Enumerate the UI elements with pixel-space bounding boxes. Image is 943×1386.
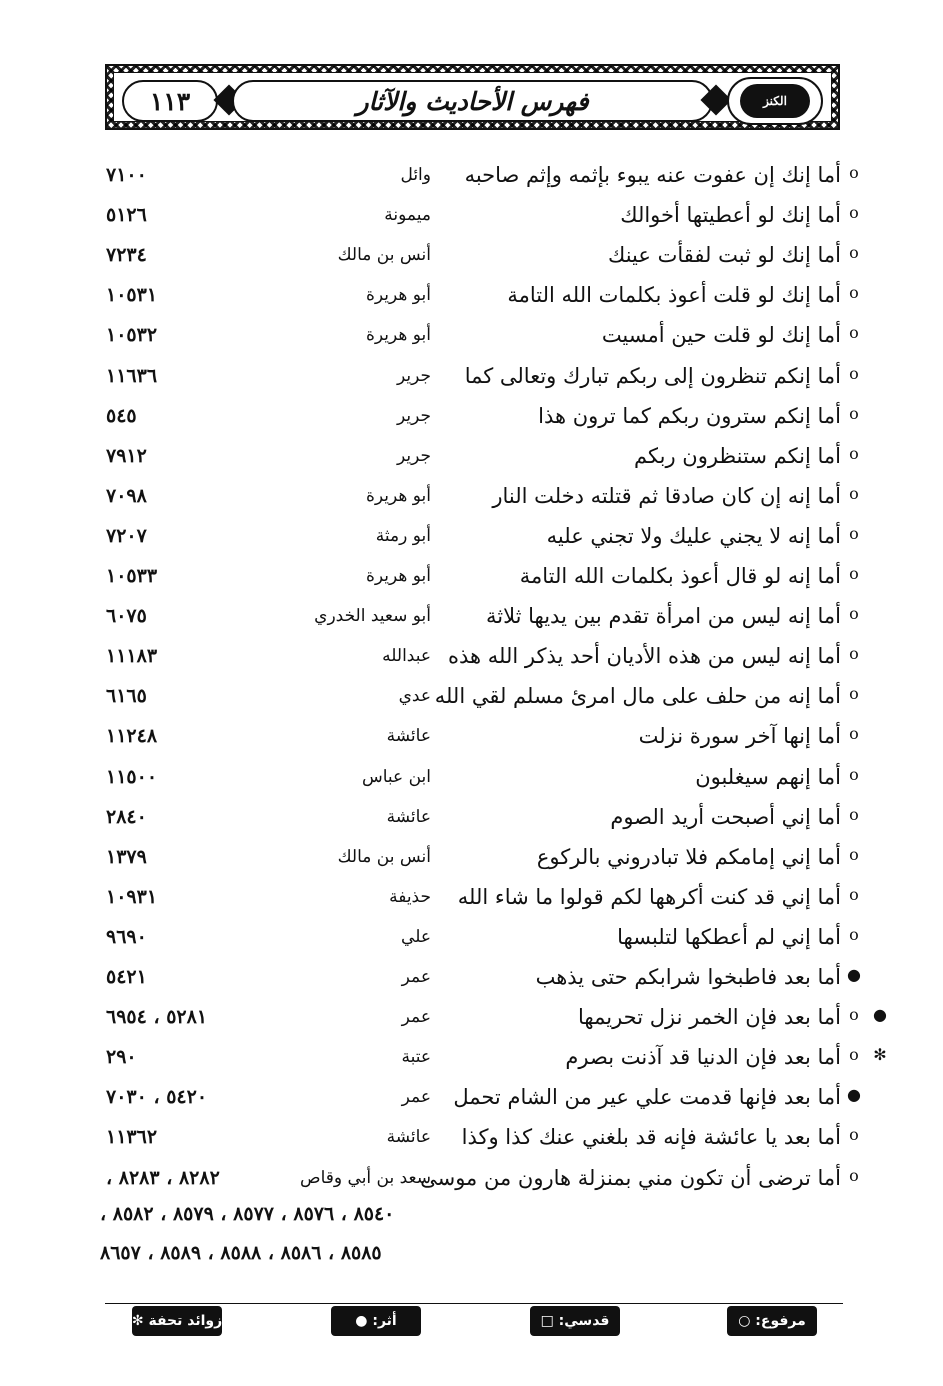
- hadith-numbers: ٥٤٥: [106, 404, 137, 427]
- footer-divider: [105, 1303, 843, 1304]
- entry-marker: o: [849, 884, 859, 904]
- entry-secondary-marker: ●: [873, 1005, 887, 1025]
- emblem-logo: [740, 84, 810, 118]
- list-item: [0, 1037, 943, 1077]
- title-cartouche: [232, 80, 713, 122]
- emblem-text: الكنز: [763, 94, 787, 108]
- hadith-numbers: ٦١٦٥: [106, 685, 147, 708]
- list-item: [0, 1117, 943, 1157]
- hadith-numbers: ٧١٠٠: [106, 164, 147, 186]
- hadith-text: أما ترضى أن تكون مني بمنزلة هارون من موسى: [420, 1165, 841, 1190]
- hadith-numbers: ٨٢٨٢ ، ٨٢٨٣ ،: [106, 1166, 220, 1189]
- narrator-name: أبو هريرة: [365, 325, 431, 346]
- hadith-numbers: ٥٤٢١: [106, 966, 147, 988]
- list-item: [0, 917, 943, 957]
- narrator-name: سعد بن أبي وقاص: [300, 1167, 431, 1188]
- hadith-numbers: ١١٥٠٠: [106, 765, 158, 788]
- hadith-text: أما إني إمامكم فلا تبادروني بالركوع: [536, 844, 841, 869]
- narrator-name: عمر: [401, 1007, 431, 1028]
- hadith-text: أما إنه لا يجني عليك ولا تجني عليه: [546, 523, 841, 548]
- hadith-text: أما بعد فإنها قدمت علي عير من الشام تحمل: [453, 1085, 841, 1110]
- entry-marker: ●: [847, 965, 861, 984]
- entry-marker: ●: [847, 1085, 861, 1105]
- narrator-name: أبو هريرة: [365, 485, 431, 506]
- entry-marker: o: [849, 724, 859, 744]
- entry-marker: o: [849, 644, 859, 664]
- narrator-name: ابن عباس: [361, 766, 431, 787]
- hadith-numbers: ١٠٥٣١: [106, 284, 158, 307]
- narrator-name: عتبة: [401, 1047, 431, 1068]
- hadith-text: أما إنك لو ثبت لفقأت عينك: [608, 243, 841, 268]
- narrator-name: أنس بن مالك: [337, 846, 431, 867]
- entry-marker: o: [849, 323, 859, 343]
- hadith-numbers: ٢٩٠: [106, 1046, 137, 1069]
- list-item: [0, 797, 943, 837]
- hadith-text: أما إنكم تنظرون إلى ربكم تبارك وتعالى كما: [464, 363, 841, 388]
- hadith-text: أما بعد فاطبخوا شرابكم حتى يذهب: [535, 965, 841, 989]
- narrator-name: عائشة: [386, 726, 431, 747]
- hadith-numbers: ١٠٩٣١: [106, 885, 158, 908]
- hadith-numbers: ٧٠٩٨: [106, 484, 147, 507]
- list-item: [0, 436, 943, 476]
- narrator-name: أبو سعيد الخدري: [314, 606, 431, 627]
- hadith-text: أما بعد فإن الدنيا قد آذنت بصرم: [565, 1045, 841, 1070]
- hadith-numbers: ٥١٢٦: [106, 204, 147, 227]
- list-item: [0, 155, 943, 195]
- legend-qudsi: قدسي: □: [530, 1306, 620, 1336]
- narrator-name: عدي: [398, 686, 431, 707]
- narrator-name: أنس بن مالك: [337, 245, 431, 266]
- entry-marker: o: [849, 1045, 859, 1065]
- hadith-numbers: ٥٤٢٠ ، ٧٠٣٠: [106, 1086, 208, 1109]
- legend-athar: أثر: ●: [331, 1306, 421, 1336]
- entry-marker: o: [849, 1125, 859, 1145]
- narrator-name: جرير: [397, 405, 431, 426]
- narrator-name: أبو رمثة: [375, 525, 431, 546]
- hadith-numbers: ٥٢٨١ ، ٦٩٥٤: [106, 1006, 208, 1029]
- narrator-name: جرير: [397, 445, 431, 466]
- hadith-text: أما إنك لو قلت أعوذ بكلمات الله التامة: [507, 283, 841, 308]
- list-item: [0, 556, 943, 596]
- hadith-text: أما إني قد كنت أكرهها لكم قولوا ما شاء الله: [457, 884, 841, 909]
- emblem-cartouche: [727, 77, 823, 125]
- hadith-text: أما إنك إن عفوت عنه يبوء بإثمه وإثم صاحبه: [464, 163, 841, 187]
- list-item: [0, 396, 943, 436]
- entry-marker: o: [849, 604, 859, 624]
- narrator-name: عمر: [401, 1087, 431, 1108]
- list-item: [0, 356, 943, 396]
- hadith-numbers: ٢٨٤٠: [106, 805, 147, 828]
- entry-marker: o: [849, 684, 859, 704]
- narrator-name: وائل: [400, 165, 431, 185]
- hadith-text: أما إنه ليس من امرأة تقدم بين يديها ثلاثة: [485, 604, 841, 629]
- list-item: [0, 676, 943, 716]
- hadith-text: أما إنه ليس من هذه الأديان أحد يذكر الله هذه: [447, 644, 841, 669]
- hadith-text: أما إنكم سترون ربكم كما ترون هذا: [538, 403, 841, 428]
- narrator-name: حذيفة: [389, 886, 431, 907]
- hadith-text: أما إنك لو قلت حين أمسيت: [601, 323, 841, 348]
- legend-zawaid: زوائد تحفة ✻: [132, 1306, 222, 1336]
- entry-marker: o: [849, 924, 859, 944]
- page-number-cartouche: [122, 80, 218, 122]
- hadith-text: أما بعد فإن الخمر نزل تحريمها: [578, 1005, 841, 1030]
- list-item: [0, 195, 943, 235]
- entry-marker: o: [849, 1005, 859, 1025]
- narrator-name: عائشة: [386, 1127, 431, 1148]
- hadith-text: أما إنهم سيغلبون: [695, 764, 841, 789]
- hadith-numbers: ٦٠٧٥: [106, 605, 147, 628]
- hadith-numbers: ١٠٥٣٣: [106, 565, 158, 587]
- list-item: [0, 596, 943, 636]
- narrator-name: عمر: [401, 967, 431, 987]
- hadith-numbers: ١٣٧٩: [106, 845, 147, 868]
- hadith-numbers: ١١٢٤٨: [106, 725, 158, 748]
- entry-marker: o: [849, 203, 859, 223]
- header-frame: [113, 72, 832, 122]
- hadith-numbers: ١٠٥٣٢: [106, 324, 158, 347]
- hadith-text: أما إنه إن كان صادقا ثم قتلته دخلت النار: [492, 483, 841, 508]
- entry-marker: o: [849, 283, 859, 303]
- hadith-text: أما إنه لو قال أعوذ بكلمات الله التامة: [519, 564, 841, 588]
- hadith-numbers: ٧٢٣٤: [106, 244, 147, 267]
- numbers-continuation-line: ٨٥٨٥ ، ٨٥٨٦ ، ٨٥٨٨ ، ٨٥٨٩ ، ٨٦٥٧: [100, 1242, 382, 1264]
- narrator-name: علي: [401, 926, 431, 947]
- narrator-name: أبو هريرة: [365, 285, 431, 306]
- list-item: [0, 275, 943, 315]
- hadith-numbers: ١١٣٦٢: [106, 1126, 158, 1149]
- list-item: [0, 235, 943, 275]
- page-title: فهرس الأحاديث والآثار: [356, 86, 589, 116]
- entry-marker: o: [849, 403, 859, 423]
- entry-marker: o: [849, 1165, 859, 1185]
- hadith-text: أما إنها آخر سورة نزلت: [638, 724, 841, 749]
- list-item: [0, 957, 943, 997]
- entry-marker: o: [849, 804, 859, 824]
- narrator-name: عائشة: [386, 806, 431, 827]
- hadith-numbers: ٧٢٠٧: [106, 524, 147, 547]
- hadith-text: أما بعد يا عائشة فإنه قد بلغني عنك كذا وكذا: [461, 1125, 841, 1150]
- entry-marker: o: [849, 443, 859, 463]
- page-number: ١١٣: [149, 86, 191, 116]
- hadith-text: أما إنك لو أعطيتها أخوالك: [620, 203, 841, 228]
- entry-marker: o: [849, 363, 859, 383]
- entry-marker: o: [849, 564, 859, 583]
- list-item: [0, 1077, 943, 1117]
- hadith-text: أما إنه من حلف على مال امرئ مسلم لقي الله: [434, 684, 841, 709]
- entry-marker: o: [849, 163, 859, 182]
- entry-marker: o: [849, 243, 859, 263]
- list-item: [0, 837, 943, 877]
- hadith-numbers: ١١١٨٣: [106, 645, 158, 668]
- entry-marker: o: [849, 844, 859, 864]
- hadith-numbers: ٧٩١٢: [106, 444, 147, 467]
- hadith-text: أما إني لم أعطكها لتلبسها: [617, 924, 841, 949]
- page-header: [105, 64, 840, 130]
- list-item: [0, 997, 943, 1037]
- legend-marfu: مرفوع: ○: [727, 1306, 817, 1336]
- list-item: [0, 476, 943, 516]
- narrator-name: ميمونة: [384, 205, 431, 226]
- entry-marker: o: [849, 483, 859, 503]
- list-item: [0, 1158, 943, 1198]
- list-item: [0, 636, 943, 676]
- narrator-name: جرير: [397, 365, 431, 386]
- list-item: [0, 716, 943, 756]
- list-item: [0, 516, 943, 556]
- entry-marker: o: [849, 523, 859, 543]
- numbers-continuation-line: ٨٥٤٠ ، ٨٥٧٦ ، ٨٥٧٧ ، ٨٥٧٩ ، ٨٥٨٢ ،: [100, 1203, 395, 1225]
- entry-marker: o: [849, 764, 859, 784]
- list-item: [0, 877, 943, 917]
- hadith-text: أما إنكم ستنظرون ربكم: [634, 443, 841, 468]
- narrator-name: عبدالله: [382, 646, 431, 667]
- list-item: [0, 315, 943, 355]
- hadith-numbers: ٩٦٩٠: [106, 925, 147, 948]
- hadith-text: أما إني أصبحت أريد الصوم: [610, 804, 841, 829]
- hadith-numbers: ١١٦٣٦: [106, 364, 158, 387]
- list-item: [0, 757, 943, 797]
- narrator-name: أبو هريرة: [365, 566, 431, 586]
- entry-secondary-marker: ✻: [873, 1045, 887, 1065]
